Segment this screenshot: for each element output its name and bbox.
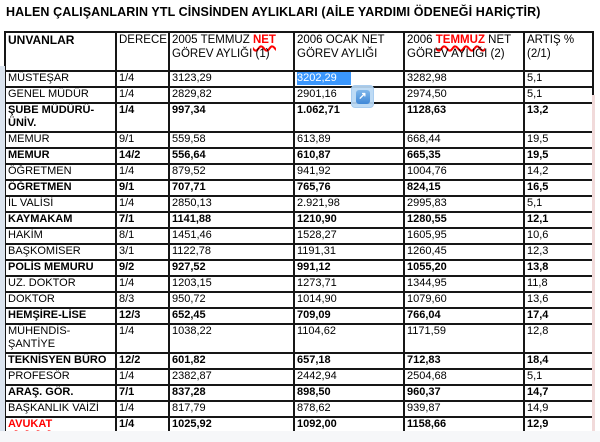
cell-aylik-2006-ocak: 2901,16 bbox=[294, 87, 404, 103]
cell-aylik-2005-temmuz: 1122,78 bbox=[169, 244, 294, 260]
cell-unvan: POLİS MEMURU bbox=[5, 260, 116, 276]
cell-artis: 18,4 bbox=[524, 353, 593, 369]
cell-aylik-2005-temmuz: 1038,22 bbox=[169, 324, 294, 353]
cell-unvan: ARAŞ. GÖR. bbox=[5, 385, 116, 401]
cell-derece: 9/1 bbox=[116, 180, 169, 196]
cell-unvan: HEMŞİRE-LİSE bbox=[5, 308, 116, 324]
cell-derece: 12/2 bbox=[116, 353, 169, 369]
cell-aylik-2005-temmuz: 879,52 bbox=[169, 164, 294, 180]
cell-artis: 14,7 bbox=[524, 385, 593, 401]
cell-aylik-2005-temmuz: 601,82 bbox=[169, 353, 294, 369]
cell-artis: 13,8 bbox=[524, 260, 593, 276]
cell-artis: 5,1 bbox=[524, 71, 593, 87]
cell-aylik-2006-temmuz: 1605,95 bbox=[404, 228, 524, 244]
table-row bbox=[5, 401, 593, 417]
table-row bbox=[5, 324, 593, 353]
table-row bbox=[5, 132, 593, 148]
cell-artis: 16,5 bbox=[524, 180, 593, 196]
cell-aylik-2006-ocak: 941,92 bbox=[294, 164, 404, 180]
column-header-unvan: UNVANLAR bbox=[5, 32, 116, 71]
spellcheck-underlined-word: TEMMUZ bbox=[435, 34, 485, 46]
page-title: HALEN ÇALIŞANLARIN YTL CİNSİNDEN AYLIKLARI (AİLE YARDIMI ÖDENEĞİ HARİÇTİR) bbox=[6, 5, 541, 19]
cell-aylik-2006-temmuz: 2995,83 bbox=[404, 196, 524, 212]
column-header-derece: DERECE bbox=[116, 32, 169, 71]
cell-unvan: ÖĞRETMEN bbox=[5, 180, 116, 196]
cell-aylik-2006-temmuz: 960,37 bbox=[404, 385, 524, 401]
selected-text[interactable]: 3202,29 bbox=[297, 72, 351, 85]
header-row bbox=[5, 32, 593, 71]
cell-artis: 12,3 bbox=[524, 244, 593, 260]
cell-aylik-2006-temmuz: 1004,76 bbox=[404, 164, 524, 180]
column-header-aylik-2006-temmuz: 2006 TEMMUZ NET GÖREV AYLIĞI (2) bbox=[404, 32, 524, 71]
cell-aylik-2006-ocak: 2442,94 bbox=[294, 369, 404, 385]
cell-artis: 5,1 bbox=[524, 87, 593, 103]
cell-aylik-2006-temmuz: 1079,60 bbox=[404, 292, 524, 308]
cell-artis: 12,8 bbox=[524, 324, 593, 353]
cell-derece: 1/4 bbox=[116, 401, 169, 417]
cell-aylik-2005-temmuz: 3123,29 bbox=[169, 71, 294, 87]
spellcheck-underlined-word: AVUKAT bbox=[8, 418, 53, 430]
table-body bbox=[5, 71, 593, 440]
cell-aylik-2006-ocak: 1014,90 bbox=[294, 292, 404, 308]
cell-derece: 8/1 bbox=[116, 228, 169, 244]
cell-aylik-2006-ocak: 709,09 bbox=[294, 308, 404, 324]
cell-unvan: DOKTOR bbox=[5, 292, 116, 308]
column-header-aylik-2006-ocak: 2006 OCAK NET GÖREV AYLIĞI bbox=[294, 32, 404, 71]
cell-aylik-2006-ocak bbox=[294, 71, 404, 87]
cell-artis: 11,8 bbox=[524, 276, 593, 292]
table-row bbox=[5, 180, 593, 196]
cell-derece: 1/4 bbox=[116, 196, 169, 212]
cell-aylik-2005-temmuz: 1141,88 bbox=[169, 212, 294, 228]
cell-artis: 10,6 bbox=[524, 228, 593, 244]
table-row bbox=[5, 196, 593, 212]
table-row bbox=[5, 71, 593, 87]
cell-derece: 8/3 bbox=[116, 292, 169, 308]
cell-unvan: UZ. DOKTOR bbox=[5, 276, 116, 292]
cell-aylik-2006-temmuz: 3282,98 bbox=[404, 71, 524, 87]
arrow-up-right-icon: ↗ bbox=[356, 90, 370, 104]
cell-aylik-2005-temmuz: 2382,87 bbox=[169, 369, 294, 385]
table-row bbox=[5, 212, 593, 228]
salary-table bbox=[4, 31, 594, 441]
cell-derece: 1/4 bbox=[116, 324, 169, 353]
cell-aylik-2006-ocak: 765,76 bbox=[294, 180, 404, 196]
cell-aylik-2006-temmuz: 1158,66 bbox=[404, 417, 524, 440]
cell-aylik-2006-temmuz: 1128,63 bbox=[404, 103, 524, 132]
cell-aylik-2005-temmuz: 927,52 bbox=[169, 260, 294, 276]
cell-unvan: İL VALİSİ bbox=[5, 196, 116, 212]
cell-artis: 5,1 bbox=[524, 196, 593, 212]
cell-aylik-2006-ocak: 898,50 bbox=[294, 385, 404, 401]
cell-aylik-2006-ocak: 1191,31 bbox=[294, 244, 404, 260]
cell-derece: 14/2 bbox=[116, 148, 169, 164]
table-row bbox=[5, 164, 593, 180]
cell-unvan: KAYMAKAM bbox=[5, 212, 116, 228]
column-header-artis: ARTIŞ % (2/1) bbox=[524, 32, 593, 71]
cell-aylik-2006-ocak: 1104,62 bbox=[294, 324, 404, 353]
cell-derece: 7/1 bbox=[116, 385, 169, 401]
cell-artis: 5,1 bbox=[524, 369, 593, 385]
cell-aylik-2006-temmuz: 766,04 bbox=[404, 308, 524, 324]
cell-derece: 1/4 bbox=[116, 417, 169, 440]
cell-derece: 1/4 bbox=[116, 369, 169, 385]
cell-artis: 19,5 bbox=[524, 148, 593, 164]
cell-derece: 9/2 bbox=[116, 260, 169, 276]
cell-aylik-2006-ocak: 1273,71 bbox=[294, 276, 404, 292]
table-row bbox=[5, 308, 593, 324]
table-row bbox=[5, 148, 593, 164]
cell-aylik-2006-temmuz: 939,87 bbox=[404, 401, 524, 417]
cell-aylik-2005-temmuz: 707,71 bbox=[169, 180, 294, 196]
cell-derece: 1/4 bbox=[116, 103, 169, 132]
cell-artis: 13,2 bbox=[524, 103, 593, 132]
cell-aylik-2005-temmuz: 997,34 bbox=[169, 103, 294, 132]
table-row bbox=[5, 260, 593, 276]
cell-aylik-2006-temmuz: 1055,20 bbox=[404, 260, 524, 276]
cell-artis: 17,4 bbox=[524, 308, 593, 324]
cell-aylik-2006-temmuz: 1171,59 bbox=[404, 324, 524, 353]
cell-derece: 9/1 bbox=[116, 132, 169, 148]
cell-unvan: HAKİM bbox=[5, 228, 116, 244]
table-row bbox=[5, 276, 593, 292]
cell-aylik-2006-temmuz: 2504,68 bbox=[404, 369, 524, 385]
cell-aylik-2005-temmuz: 817,79 bbox=[169, 401, 294, 417]
cell-derece: 1/4 bbox=[116, 164, 169, 180]
cell-aylik-2005-temmuz: 1203,15 bbox=[169, 276, 294, 292]
table-row bbox=[5, 87, 593, 103]
cell-unvan: MÜSTEŞAR bbox=[5, 71, 116, 87]
cell-unvan: MEMUR bbox=[5, 148, 116, 164]
cell-artis: 19,5 bbox=[524, 132, 593, 148]
cell-derece: 1/4 bbox=[116, 276, 169, 292]
table-header bbox=[5, 32, 593, 71]
cell-aylik-2006-temmuz: 665,35 bbox=[404, 148, 524, 164]
cell-derece: 1/4 bbox=[116, 71, 169, 87]
cell-aylik-2006-temmuz: 1280,55 bbox=[404, 212, 524, 228]
cell-aylik-2006-ocak: 613,89 bbox=[294, 132, 404, 148]
cell-aylik-2006-ocak: 610,87 bbox=[294, 148, 404, 164]
cell-derece: 12/3 bbox=[116, 308, 169, 324]
cell-unvan: BAŞKANLIK VAİZİ bbox=[5, 401, 116, 417]
table-row bbox=[5, 103, 593, 132]
cell-aylik-2006-temmuz: 824,15 bbox=[404, 180, 524, 196]
cell-derece: 7/1 bbox=[116, 212, 169, 228]
cell-unvan: ŞUBE MÜDÜRÜ-ÜNİV. bbox=[5, 103, 116, 132]
cell-aylik-2005-temmuz: 1025,92 bbox=[169, 417, 294, 440]
cell-aylik-2005-temmuz: 837,28 bbox=[169, 385, 294, 401]
cell-aylik-2006-temmuz: 712,83 bbox=[404, 353, 524, 369]
table-row bbox=[5, 369, 593, 385]
cell-derece: 1/4 bbox=[116, 87, 169, 103]
cell-aylik-2005-temmuz: 1451,46 bbox=[169, 228, 294, 244]
cell-unvan: MÜHENDİS-ŞANTİYE bbox=[5, 324, 116, 353]
cell-artis: 14,9 bbox=[524, 401, 593, 417]
table-row bbox=[5, 385, 593, 401]
cell-aylik-2006-ocak: 878,62 bbox=[294, 401, 404, 417]
table-row bbox=[5, 292, 593, 308]
cell-unvan: BAŞKOMİSER bbox=[5, 244, 116, 260]
cell-artis: 12,1 bbox=[524, 212, 593, 228]
cell-artis: 13,6 bbox=[524, 292, 593, 308]
table-row bbox=[5, 228, 593, 244]
cell-aylik-2005-temmuz: 559,58 bbox=[169, 132, 294, 148]
cell-aylik-2006-ocak: 1.062,71 bbox=[294, 103, 404, 132]
cell-aylik-2006-ocak: 1528,27 bbox=[294, 228, 404, 244]
table-row bbox=[5, 244, 593, 260]
cell-aylik-2006-ocak: 991,12 bbox=[294, 260, 404, 276]
cell-aylik-2005-temmuz: 556,64 bbox=[169, 148, 294, 164]
cell-unvan: MEMUR bbox=[5, 132, 116, 148]
page-margin-right bbox=[592, 95, 595, 442]
cell-aylik-2006-ocak: 657,18 bbox=[294, 353, 404, 369]
cell-aylik-2006-ocak: 1210,90 bbox=[294, 212, 404, 228]
cell-aylik-2005-temmuz: 652,45 bbox=[169, 308, 294, 324]
cell-aylik-2006-temmuz: 2974,50 bbox=[404, 87, 524, 103]
column-header-aylik-2005-temmuz: 2005 TEMMUZ NET GÖREV AYLIĞI (1) bbox=[169, 32, 294, 71]
cell-unvan: PROFESÖR bbox=[5, 369, 116, 385]
cell-aylik-2006-temmuz: 668,44 bbox=[404, 132, 524, 148]
cell-aylik-2005-temmuz: 2850,13 bbox=[169, 196, 294, 212]
spellcheck-underlined-word: NET bbox=[252, 34, 276, 46]
cell-aylik-2006-temmuz: 1344,95 bbox=[404, 276, 524, 292]
cell-unvan: ÖĞRETMEN bbox=[5, 164, 116, 180]
cell-derece: 3/1 bbox=[116, 244, 169, 260]
cell-artis: 14,2 bbox=[524, 164, 593, 180]
cell-aylik-2005-temmuz: 2829,82 bbox=[169, 87, 294, 103]
cell-unvan: TEKNİSYEN BÜRO bbox=[5, 353, 116, 369]
cell-unvan: GENEL MÜDÜR bbox=[5, 87, 116, 103]
cell-aylik-2005-temmuz: 950,72 bbox=[169, 292, 294, 308]
cell-aylik-2006-temmuz: 1260,45 bbox=[404, 244, 524, 260]
open-link-smart-tag-icon[interactable] bbox=[351, 85, 374, 108]
cell-artis: 12,9 bbox=[524, 417, 593, 440]
cell-aylik-2006-ocak: 1092,00 bbox=[294, 417, 404, 440]
page-margin-left bbox=[0, 66, 5, 442]
cell-aylik-2006-ocak: 2.921,98 bbox=[294, 196, 404, 212]
page-margin-bottom bbox=[0, 431, 600, 442]
table-row bbox=[5, 353, 593, 369]
